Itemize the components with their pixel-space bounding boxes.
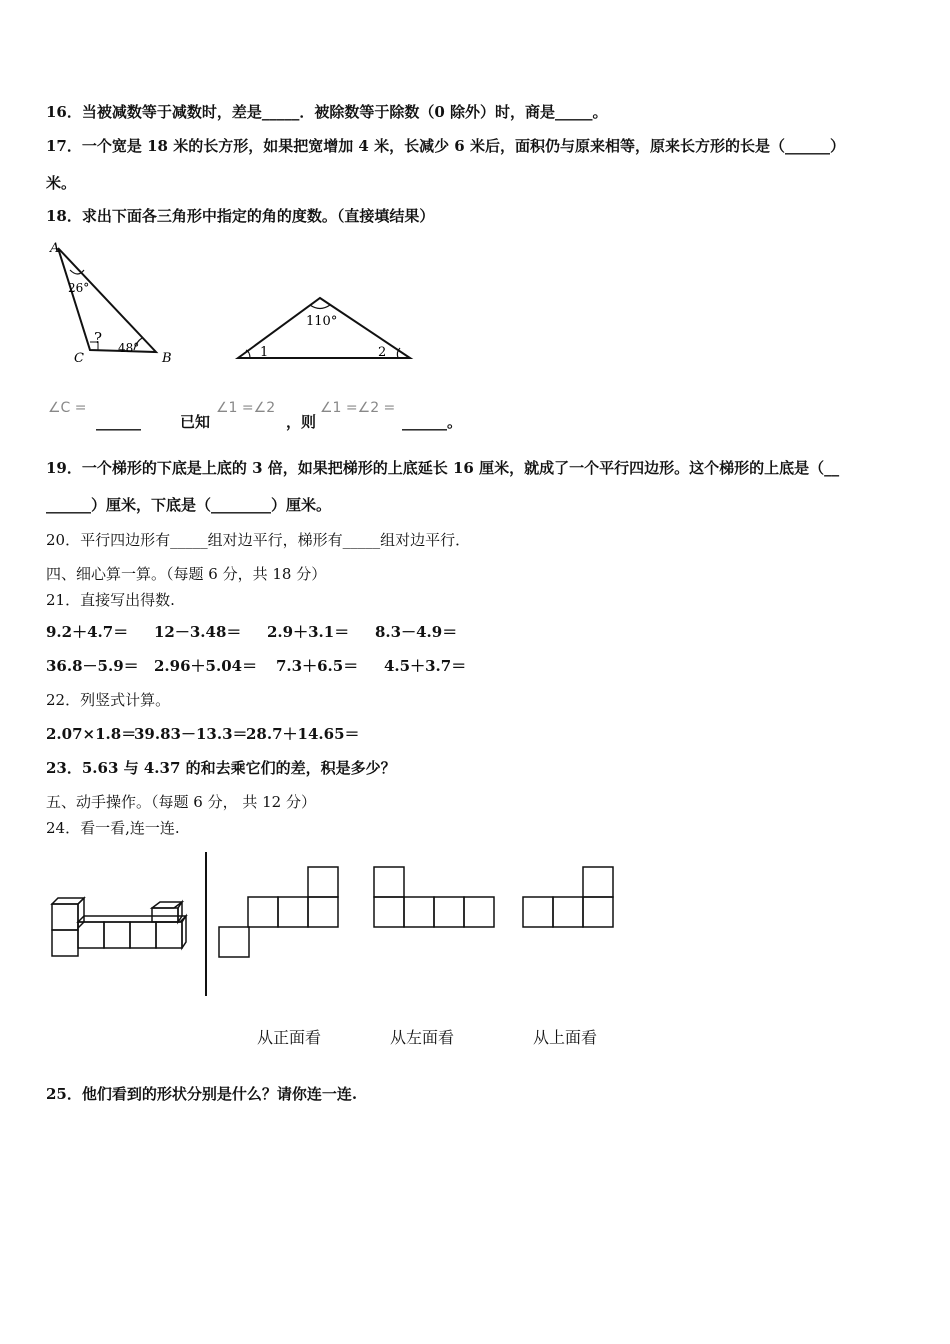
question-20: 20．平行四边形有_____组对边平行，梯形有_____组对边平行． <box>46 531 471 549</box>
question-22-title: 22．列竖式计算。 <box>46 691 171 709</box>
calc-item: 2.07×1.8＝ <box>46 725 137 743</box>
question-18: 18．求出下面各三角形中指定的角的度数。（直接填结果） <box>46 207 435 225</box>
question-25: 25．他们看到的形状分别是什么？请你连一连. <box>46 1085 358 1103</box>
question-16: 16．当被减数等于减数时，差是_____．被除数等于除数（0 除外）时，商是_____。 <box>46 103 608 121</box>
view-label-front: 从正面看 <box>257 1028 322 1047</box>
question-17-line2: 米。 <box>46 174 77 192</box>
calc-item: 8.3－4.9＝ <box>375 623 458 641</box>
then-label: ，则 <box>286 413 317 431</box>
section-4-heading: 四、细心算一算。（每题 6 分，共 18 分） <box>46 565 327 583</box>
angle-c-answer-blank[interactable]: ______ <box>96 413 141 431</box>
vertex-c: C <box>74 351 84 366</box>
divider-line <box>205 852 207 996</box>
calc-item: 4.5＋3.7＝ <box>384 657 467 675</box>
question-21-title: 21．直接写出得数. <box>46 591 175 609</box>
angle-c-unknown: ? <box>94 329 103 347</box>
angle-1-label: 1 <box>260 345 269 360</box>
angle-c-answer-label: ∠C = <box>48 400 87 416</box>
question-23: 23．5.63 与 4.37 的和去乘它们的差，积是多少？ <box>46 759 396 777</box>
angle-answer-blank[interactable]: ______。 <box>402 413 463 431</box>
question-24-title: 24．看一看,连一连. <box>46 819 180 837</box>
calc-row-2 <box>46 656 466 676</box>
then-equation: ∠1 =∠2 = <box>320 400 396 416</box>
calc-row-1 <box>46 622 457 642</box>
cube-stack-figure <box>48 898 188 962</box>
view-shape-3 <box>523 867 617 931</box>
angle-110-label: 110° <box>306 314 338 329</box>
vertex-b: B <box>162 351 172 366</box>
view-shape-2 <box>374 867 498 931</box>
view-shape-1 <box>219 867 341 959</box>
calc-item: 2.9＋3.1＝ <box>267 623 350 641</box>
triangle-abc-figure <box>48 240 188 370</box>
given-label: 已知 <box>180 413 211 431</box>
vertex-a: A <box>50 241 60 256</box>
angle-b-label: 48° <box>118 341 140 355</box>
question-19-line2: ______）厘米，下底是（________）厘米。 <box>46 496 332 514</box>
section-5-heading: 五、动手操作。（每题 6 分， 共 12 分） <box>46 793 316 811</box>
angle-a-label: 26° <box>68 281 90 295</box>
question-19-line1: 19．一个梯形的下底是上底的 3 倍，如果把梯形的上底延长 16 厘米，就成了一个平行四边形。这个梯形的上底是（__ <box>46 459 840 477</box>
calc-item: 12－3.48＝ <box>154 623 242 641</box>
view-label-left: 从左面看 <box>390 1028 455 1047</box>
calc-item: 9.2＋4.7＝ <box>46 623 129 641</box>
given-equation: ∠1 =∠2 <box>216 400 276 416</box>
angle-2-label: 2 <box>378 345 387 360</box>
calc-item: 39.83－13.3＝ <box>134 725 248 743</box>
triangle-110-figure <box>236 294 416 364</box>
calc-item: 7.3＋6.5＝ <box>276 657 359 675</box>
question-17-line1: 17．一个宽是 18 米的长方形，如果把宽增加 4 米，长减少 6 米后，面积仍与原来相等，原来长方形的长是（______） <box>46 137 845 155</box>
calc-item: 36.8－5.9＝ <box>46 657 139 675</box>
calc-item: 2.96＋5.04＝ <box>154 657 258 675</box>
calc-item: 28.7＋14.65＝ <box>246 725 360 743</box>
vertical-calc-row <box>46 724 360 744</box>
view-label-top: 从上面看 <box>533 1028 598 1047</box>
